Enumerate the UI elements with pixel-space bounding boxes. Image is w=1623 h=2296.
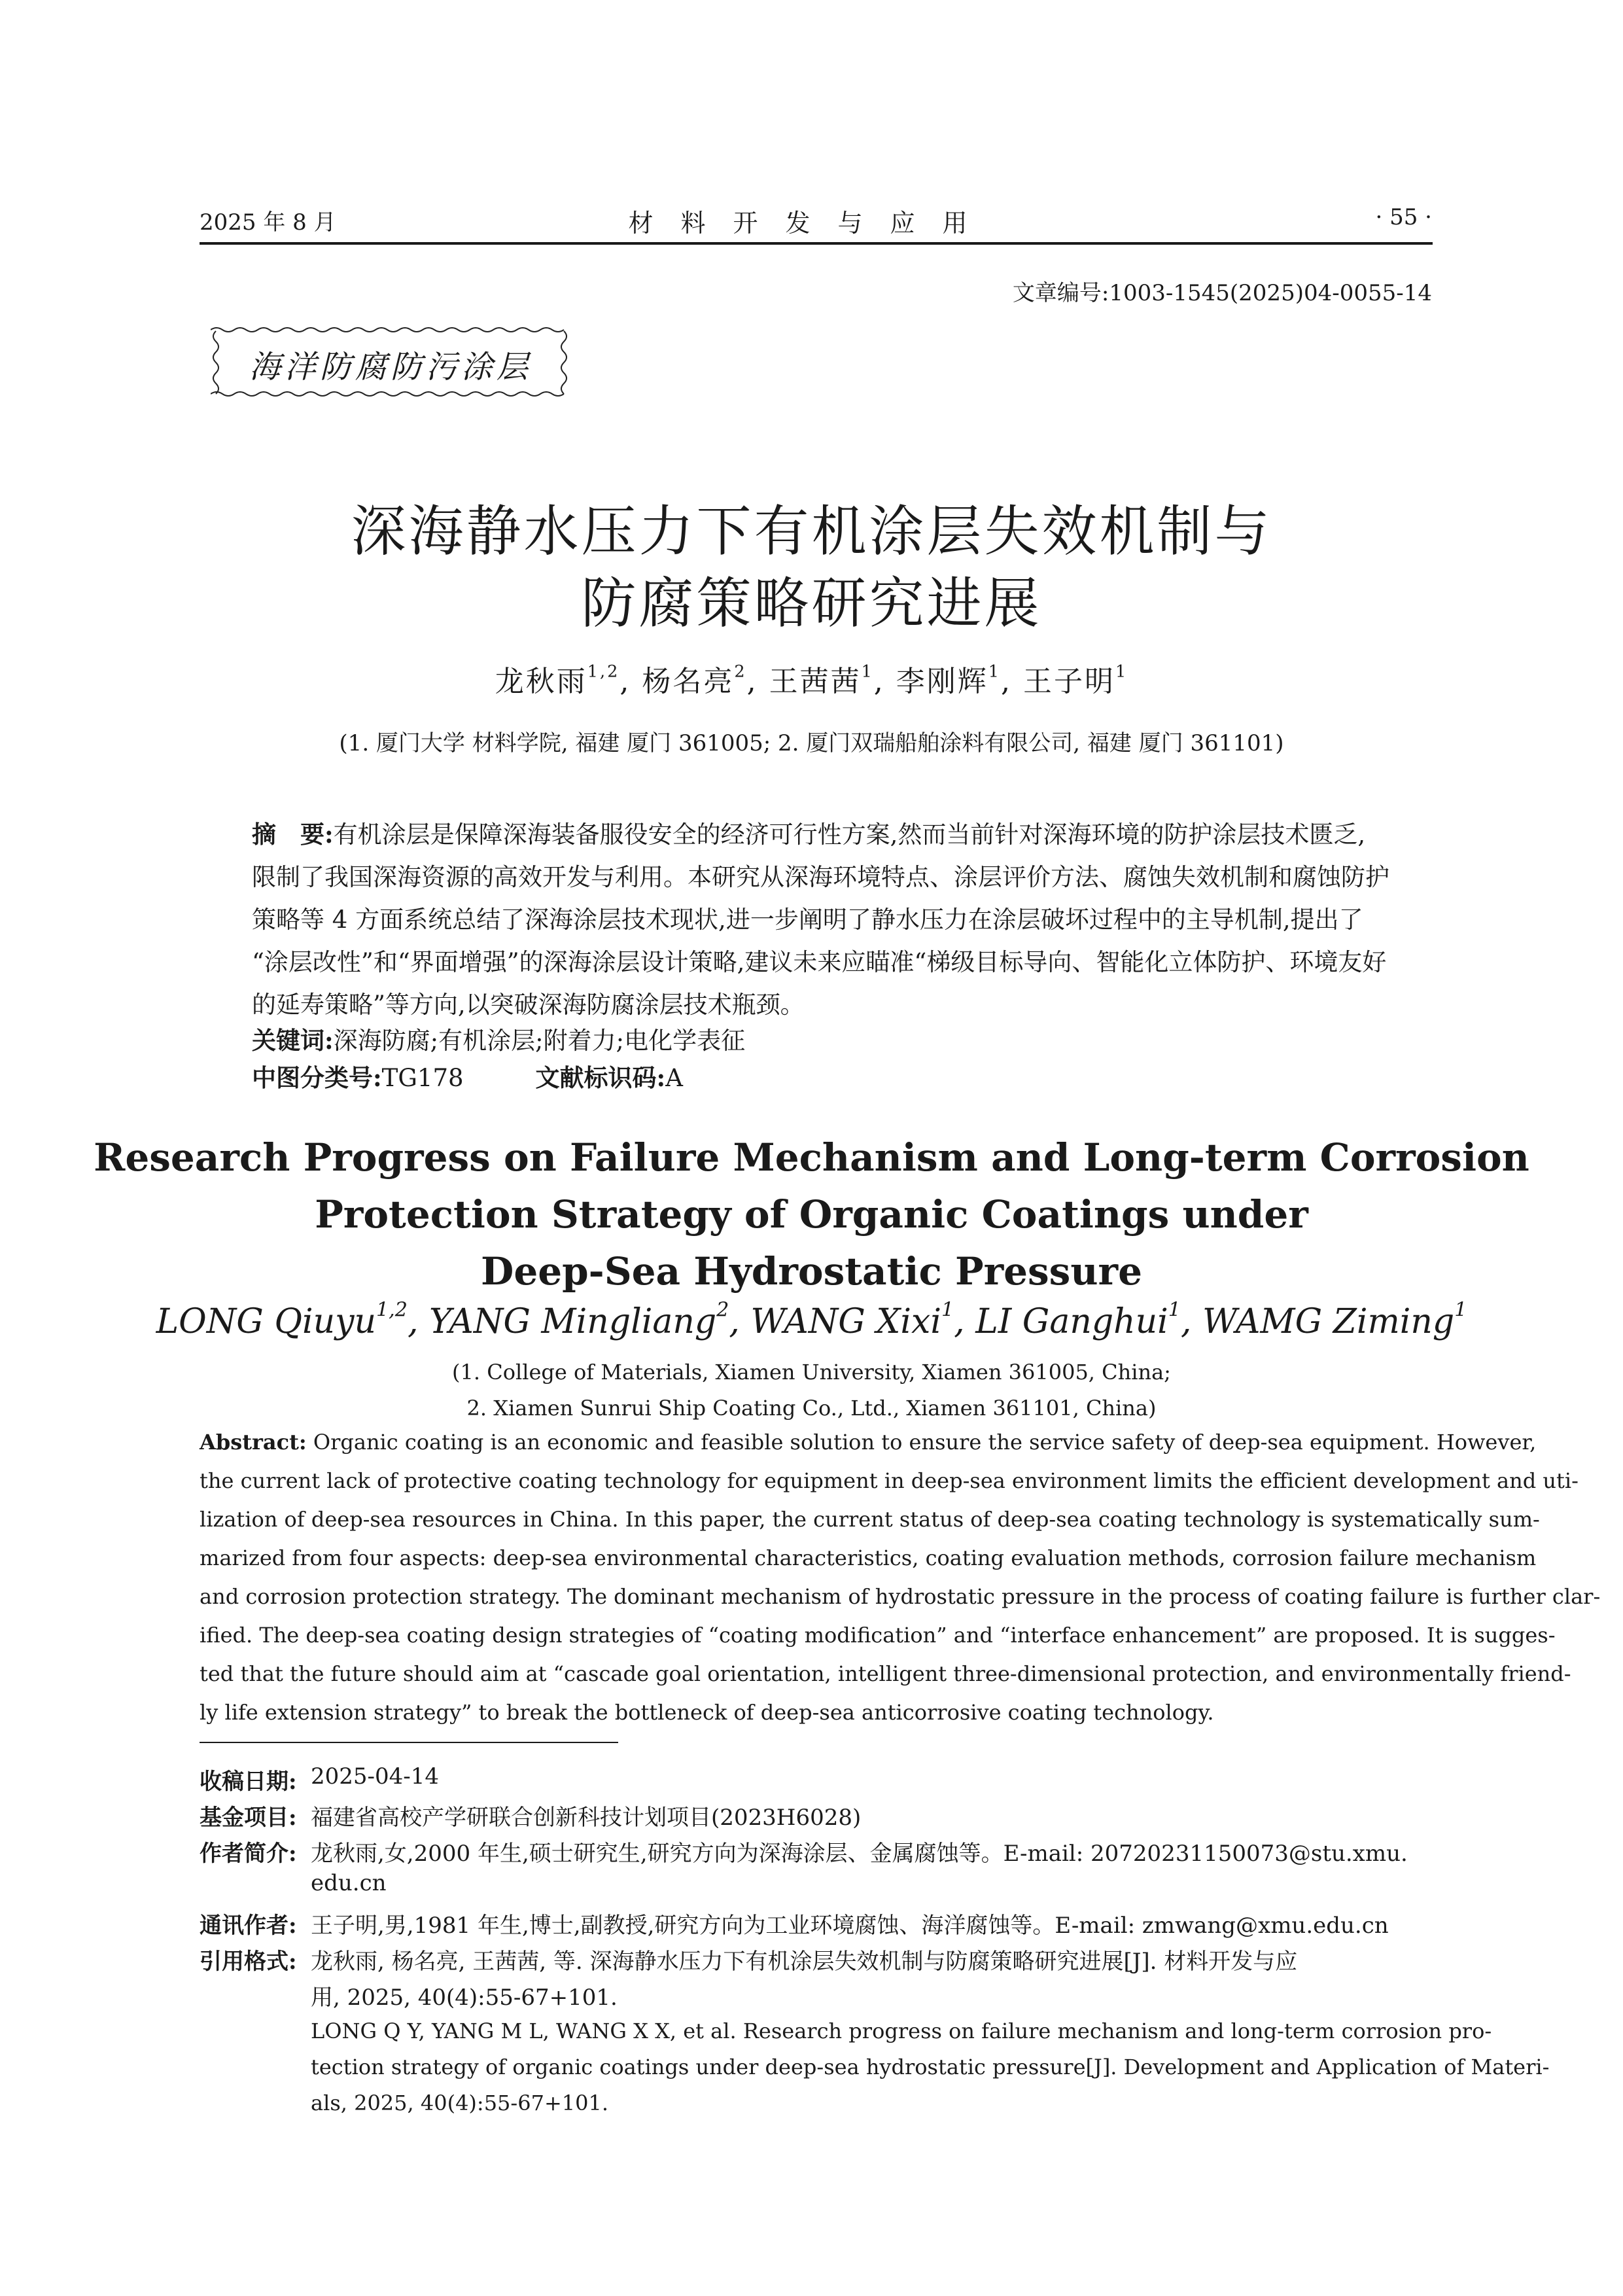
authors-zh: 龙秋雨$^{1,2}$, 杨名亮$^2$, 王茜茜$^1$, 李刚辉$^1$, 王子明$^1$ (495, 662, 1128, 698)
header-date: 2025 年 8 月 (200, 209, 336, 236)
abstract-en-label: Abstract: (200, 1430, 307, 1455)
title-zh-line2: 防腐策略研究进展 (581, 571, 1042, 635)
author-en-affil: 1 (1168, 1298, 1181, 1322)
citation-en-line: LONG Q Y, YANG M L, WANG X X, et al. Research progress on failure mechanism and long-term corrosion pro- (311, 2019, 1492, 2043)
received-label: 收稿日期: (200, 1769, 297, 1795)
author-zh: 李刚辉 (896, 665, 988, 698)
author-zh: 王子明 (1023, 665, 1115, 698)
author-en-affil: 1,2 (375, 1298, 408, 1322)
abstract-en-line: and corrosion protection strategy. The dominant mechanism of hydrostatic pressure in the process of coating failure is further clar- (200, 1584, 1601, 1609)
footnote-rule (200, 1742, 618, 1743)
author-en: WANG Xixi (750, 1302, 941, 1341)
author-en: YANG Mingliang (429, 1302, 717, 1341)
doc-code-value: A (665, 1064, 683, 1092)
journal-name: 材料开发与应用 (628, 209, 995, 238)
abstract-en-line: ified. The deep-sea coating design strategies of “coating modification” and “interface enhancement” are proposed. It is sugges- (200, 1623, 1556, 1648)
author-en: LI Ganghui (975, 1302, 1168, 1341)
doc-code-label: 文献标识码: (535, 1063, 666, 1092)
title-en-line2: Protection Strategy of Organic Coatings under (315, 1192, 1308, 1237)
page-number: · 55 · (1375, 204, 1432, 230)
article-number: 文章编号:1003-1545(2025)04-0055-14 (1012, 280, 1432, 306)
author-bio-line: edu.cn (311, 1870, 387, 1896)
author-en-affil: 1 (1454, 1298, 1467, 1322)
author-zh-affil: 2 (734, 662, 747, 682)
fund-label: 基金项目: (200, 1805, 297, 1831)
author-en: LONG Qiuyu (156, 1302, 376, 1341)
abstract-zh-line: 摘 要:有机涂层是保障深海装备服役安全的经济可行性方案,然而当前针对深海环境的防护涂层技术匮乏, (252, 820, 1366, 849)
citation-zh-line: 龙秋雨, 杨名亮, 王茜茜, 等. 深海静水压力下有机涂层失效机制与防腐策略研究进展[J]. 材料开发与应 (311, 1949, 1298, 1975)
abstract-zh-line: 限制了我国深海资源的高效开发与利用。本研究从深海环境特点、涂层评价方法、腐蚀失效机制和腐蚀防护 (252, 863, 1389, 891)
abstract-en-line: Abstract: Organic coating is an economic and feasible solution to ensure the service safety of deep-sea equipment. However, (200, 1430, 1537, 1455)
affiliation-en-line2: 2. Xiamen Sunrui Ship Coating Co., Ltd., Xiamen 361101, China) (466, 1396, 1157, 1421)
title-en-line1: Research Progress on Failure Mechanism and Long-term Corrosion (94, 1135, 1529, 1180)
abstract-en-line: ted that the future should aim at “cascade goal orientation, intelligent three-dimensional protection, and environmentally friend- (200, 1661, 1571, 1686)
clc-label: 中图分类号: (252, 1063, 382, 1092)
authors-en: LONG Qiuyu$^{1,2}$, YANG Mingliang$^2$, WANG Xixi$^1$, LI Ganghui$^1$, WAMG Ziming$^1$ (156, 1298, 1467, 1341)
citation-label: 引用格式: (200, 1949, 297, 1975)
author-zh-affil: 1 (1115, 662, 1128, 682)
corresponding-value: 王子明,男,1981 年生,博士,副教授,研究方向为工业环境腐蚀、海洋腐蚀等。E-mail: zmwang@xmu.edu.cn (311, 1913, 1389, 1939)
corresponding-label: 通讯作者: (200, 1913, 297, 1939)
fund-value: 福建省高校产学研联合创新科技计划项目(2023H6028) (311, 1805, 862, 1831)
column-badge-label: 海洋防腐防污涂层 (249, 349, 532, 385)
title-zh-line1: 深海静水压力下有机涂层失效机制与 (351, 499, 1272, 563)
author-bio-label: 作者简介: (200, 1841, 297, 1867)
abstract-zh-line: 的延寿策略”等方向,以突破深海防腐涂层技术瓶颈。 (252, 991, 805, 1019)
author-zh-affil: 1 (861, 662, 874, 682)
citation-en-line: als, 2025, 40(4):55-67+101. (311, 2091, 608, 2115)
affiliation-en-line1: (1. College of Materials, Xiamen University, Xiamen 361005, China; (452, 1360, 1171, 1385)
author-zh: 王茜茜 (769, 665, 862, 698)
affiliation-zh: (1. 厦门大学 材料学院, 福建 厦门 361005; 2. 厦门双瑞船舶涂料有限公司, 福建 厦门 361101) (339, 730, 1284, 756)
keywords-zh (252, 1021, 745, 1056)
received-value: 2025-04-14 (311, 1763, 440, 1790)
header-rule (200, 242, 1433, 245)
title-en-line3: Deep-Sea Hydrostatic Pressure (481, 1249, 1142, 1294)
abstract-zh-line: 策略等 4 方面系统总结了深海涂层技术现状,进一步阐明了静水压力在涂层破坏过程中的主导机制,提出了 (252, 906, 1363, 934)
author-zh-affil: 1 (988, 662, 1002, 682)
author-bio-line: 龙秋雨,女,2000 年生,硕士研究生,研究方向为深海涂层、金属腐蚀等。E-mail: 20720231150073@stu.xmu. (311, 1841, 1408, 1867)
author-en: WAMG Ziming (1202, 1302, 1455, 1341)
author-en-affil: 1 (941, 1298, 954, 1322)
abstract-zh-label: 摘 要: (252, 820, 334, 849)
abstract-zh-line: “涂层改性”和“界面增强”的深海涂层设计策略,建议未来应瞄准“梯级目标导向、智能化立体防护、环境友好 (252, 948, 1387, 976)
citation-en-line: tection strategy of organic coatings under deep-sea hydrostatic pressure[J]. Development and Application of Materi- (311, 2055, 1550, 2079)
keywords-label: 关键词: (252, 1026, 334, 1055)
abstract-en-line: ly life extension strategy” to break the bottleneck of deep-sea anticorrosive coating technology. (200, 1700, 1214, 1725)
abstract-en-line: lization of deep-sea resources in China. In this paper, the current status of deep-sea coating technology is systematically sum- (200, 1507, 1540, 1532)
author-zh-affil: 1,2 (587, 662, 620, 682)
classification (252, 1058, 683, 1093)
author-en-affil: 2 (716, 1298, 729, 1322)
author-zh: 杨名亮 (642, 665, 735, 698)
abstract-en-line: the current lack of protective coating technology for equipment in deep-sea environment limits the efficient development and uti- (200, 1468, 1579, 1493)
clc-value: TG178 (381, 1064, 464, 1092)
author-zh: 龙秋雨 (495, 665, 587, 698)
citation-zh-line: 用, 2025, 40(4):55-67+101. (311, 1985, 618, 2011)
keywords-value: 深海防腐;有机涂层;附着力;电化学表征 (333, 1027, 746, 1055)
abstract-en-line: marized from four aspects: deep-sea environmental characteristics, coating evaluation methods, corrosion failure mechanism (200, 1545, 1537, 1570)
